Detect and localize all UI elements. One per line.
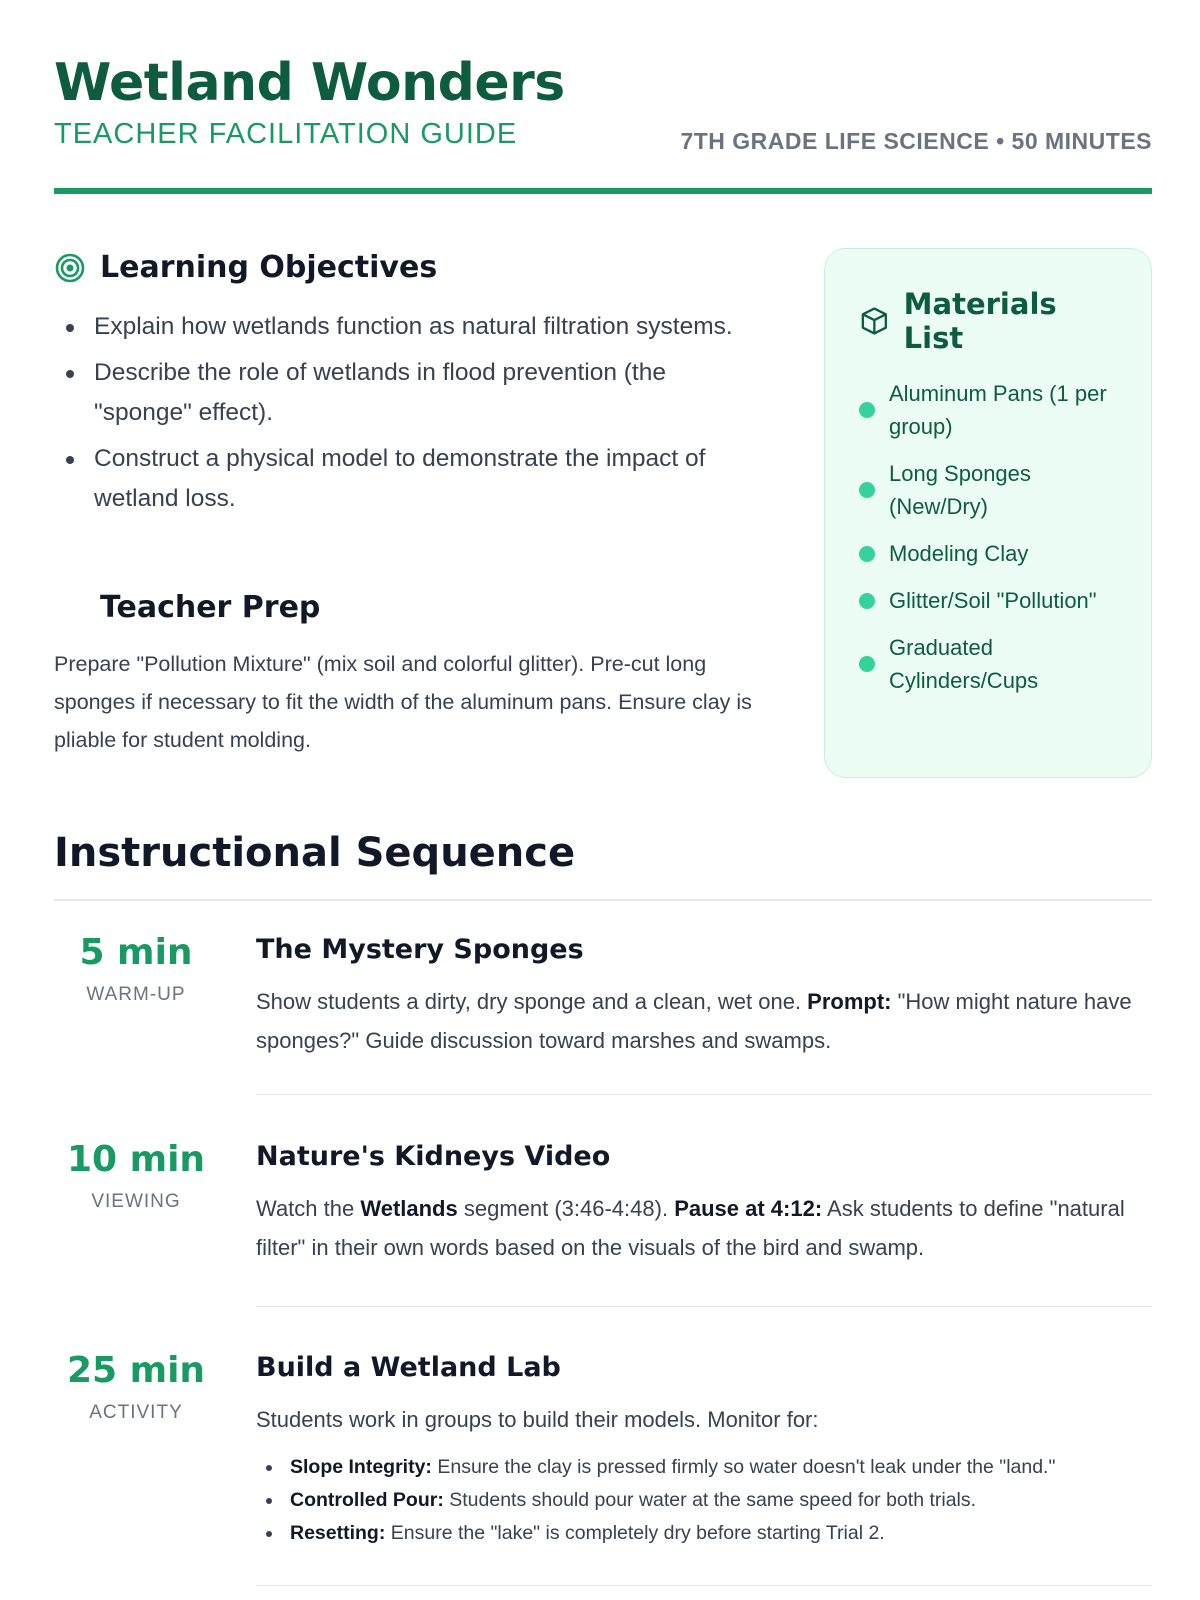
bullet-dot-icon <box>859 482 875 498</box>
objective-item: Construct a physical model to demonstrate the impact of wetland loss. <box>54 439 754 519</box>
step-divider <box>256 1306 1152 1307</box>
material-label: Modeling Clay <box>889 541 1029 566</box>
materials-panel <box>824 248 1152 778</box>
step-duration: 5 min <box>79 932 193 973</box>
objectives-list <box>54 307 754 519</box>
step-description: Show students a dirty, dry sponge and a clean, wet one. Prompt: "How might nature have sponges?" Guide discussion toward marshes and swamps. <box>256 989 1132 1053</box>
instructional-sequence-heading: Instructional Sequence <box>54 830 576 876</box>
step-time-block <box>54 930 218 1006</box>
material-label: Graduated Cylinders/Cups <box>889 635 1039 693</box>
step-content <box>256 930 1152 1060</box>
bullet-dot-icon <box>859 593 875 609</box>
step-divider <box>256 1094 1152 1095</box>
materials-title: Materials List <box>903 287 1057 355</box>
step-description: Watch the Wetlands segment (3:46-4:48). Pause at 4:12: Ask students to define "natural filter" in their own words based on the visuals of the bird and swamp. <box>256 1196 1125 1260</box>
material-label: Glitter/Soil "Pollution" <box>889 588 1097 613</box>
checklist-item: Slope Integrity: Ensure the clay is pressed firmly so water doesn't leak under the "land." <box>256 1451 1152 1484</box>
document-title: Wetland Wonders <box>54 53 565 113</box>
step-phase: VIEWING <box>91 1191 181 1212</box>
learning-objectives-section <box>54 250 754 525</box>
materials-heading <box>859 287 1117 355</box>
step-title: Nature's Kidneys Video <box>256 1141 611 1172</box>
bullet-dot-icon <box>859 402 875 418</box>
material-item <box>859 631 1117 697</box>
objective-item: Describe the role of wetlands in flood prevention (the "sponge" effect). <box>54 353 754 433</box>
grade-duration-meta: 7TH GRADE LIFE SCIENCE • 50 MINUTES <box>680 128 1152 154</box>
step-content <box>256 1137 1152 1267</box>
step-time-block <box>54 1137 218 1213</box>
target-icon <box>54 252 86 284</box>
step-title: Build a Wetland Lab <box>256 1352 561 1383</box>
bullet-dot-icon <box>859 546 875 562</box>
step-duration: 25 min <box>66 1350 206 1391</box>
checklist-item: Resetting: Ensure the "lake" is completely dry before starting Trial 2. <box>256 1517 1152 1550</box>
learning-objectives-title: Learning Objectives <box>100 250 438 285</box>
step-content <box>256 1348 1152 1550</box>
teacher-prep-heading: Teacher Prep <box>100 590 321 625</box>
section-divider <box>54 899 1152 901</box>
step-divider <box>256 1585 1152 1586</box>
material-label: Long Sponges (New/Dry) <box>889 461 1031 519</box>
teacher-prep-section <box>54 590 754 759</box>
document-subtitle: TEACHER FACILITATION GUIDE <box>54 118 518 150</box>
objective-item: Explain how wetlands function as natural filtration systems. <box>54 307 754 347</box>
page-header <box>54 52 1152 194</box>
step-title: The Mystery Sponges <box>256 934 584 965</box>
material-label: Aluminum Pans (1 per group) <box>889 381 1107 439</box>
materials-list <box>859 377 1117 697</box>
material-item <box>859 377 1117 443</box>
step-duration: 10 min <box>66 1139 206 1180</box>
teacher-prep-body: Prepare "Pollution Mixture" (mix soil and colorful glitter). Pre-cut long sponges if necessary to fit the width of the aluminum pans. Ensure clay is pliable for student molding. <box>54 652 752 752</box>
step-phase: ACTIVITY <box>89 1402 183 1423</box>
step-description: Students work in groups to build their models. Monitor for: <box>256 1407 819 1432</box>
bullet-dot-icon <box>859 656 875 672</box>
learning-objectives-heading <box>54 250 754 285</box>
material-item <box>859 457 1117 523</box>
material-item <box>859 537 1117 570</box>
checklist-item: Controlled Pour: Students should pour water at the same speed for both trials. <box>256 1484 1152 1517</box>
step-time-block <box>54 1348 218 1424</box>
box-icon <box>859 305 890 337</box>
monitor-checklist <box>256 1451 1152 1550</box>
material-item <box>859 584 1117 617</box>
step-phase: WARM-UP <box>86 984 186 1005</box>
